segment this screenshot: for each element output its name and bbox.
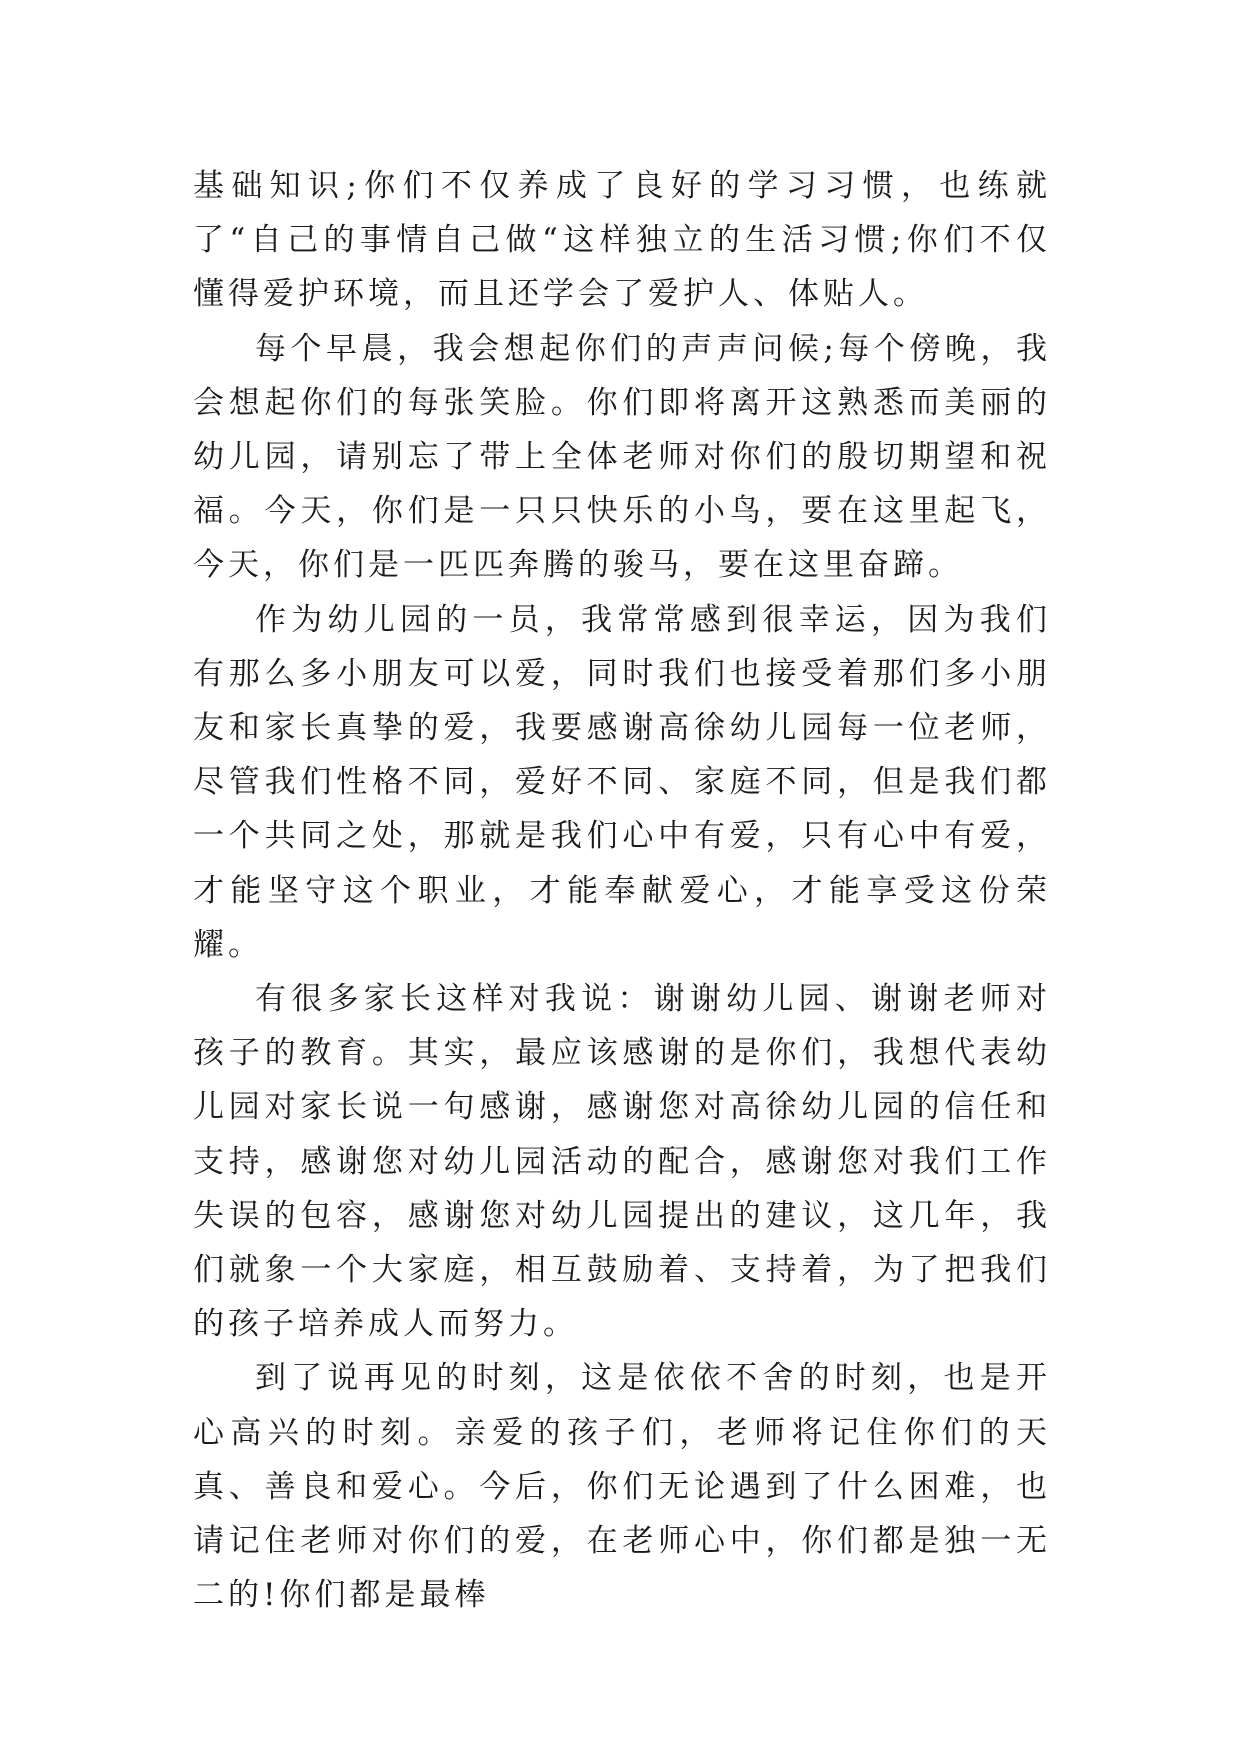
paragraph: 有很多家长这样对我说：谢谢幼儿园、谢谢老师对孩子的教育。其实，最应该感谢的是你们，我想代表幼儿园对家长说一句感谢，感谢您对高徐幼儿园的信任和支持，感谢您对幼儿园活动的配合，感谢您对我们工作失误的包容，感谢您对幼儿园提出的建议，这几年，我们就象一个大家庭，相互鼓励着、支持着，为了把我们的孩子培养成人而努力。 <box>193 981 1051 1343</box>
document-body <box>193 159 1051 1622</box>
paragraph: 到了说再见的时刻，这是依依不舍的时刻，也是开心高兴的时刻。亲爱的孩子们，老师将记住你们的天真、善良和爱心。今后，你们无论遇到了什么困难，也请记住老师对你们的爱，在老师心中，你们都是独一无二的!你们都是最棒 <box>193 1360 1051 1614</box>
paragraph: 每个早晨，我会想起你们的声声问候;每个傍晚，我会想起你们的每张笑脸。你们即将离开这熟悉而美丽的幼儿园，请别忘了带上全体老师对你们的殷切期望和祝福。今天，你们是一只只快乐的小鸟，要在这里起飞，今天，你们是一匹匹奔腾的骏马，要在这里奋蹄。 <box>193 330 1051 584</box>
paragraph: 基础知识;你们不仅养成了良好的学习习惯，也练就了“自己的事情自己做“这样独立的生活习惯;你们不仅懂得爱护环境，而且还学会了爱护人、体贴人。 <box>193 168 1051 313</box>
paragraph: 作为幼儿园的一员，我常常感到很幸运，因为我们有那么多小朋友可以爱，同时我们也接受着那们多小朋友和家长真挚的爱，我要感谢高徐幼儿园每一位老师，尽管我们性格不同，爱好不同、家庭不同，但是我们都一个共同之处，那就是我们心中有爱，只有心中有爱，才能坚守这个职业，才能奉献爱心，才能享受这份荣耀。 <box>193 601 1051 963</box>
